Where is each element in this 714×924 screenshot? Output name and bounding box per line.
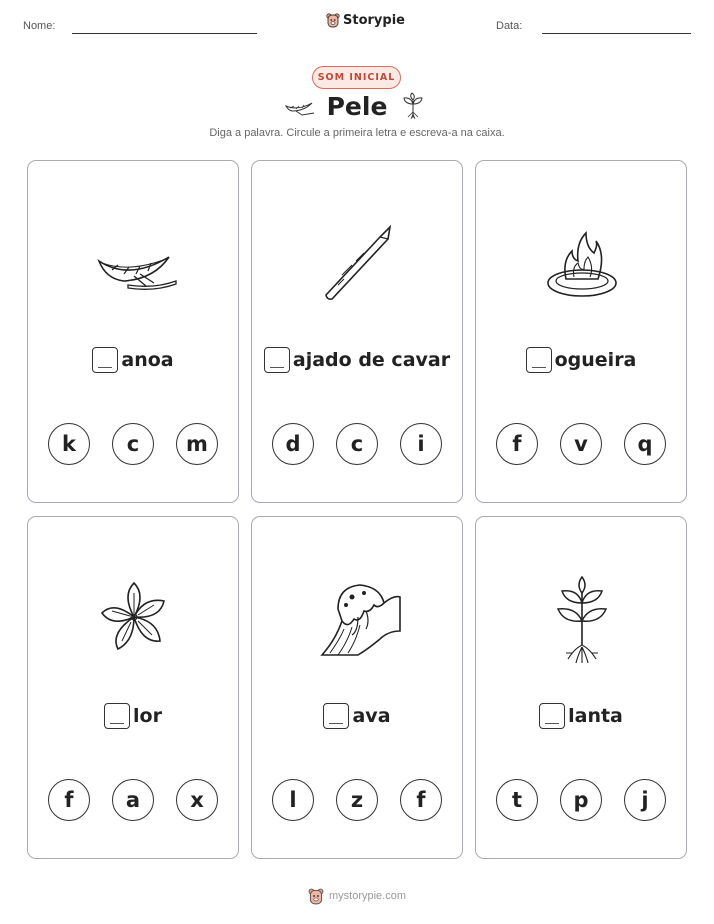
word-prompt bbox=[252, 703, 462, 729]
letter-option[interactable]: x bbox=[176, 779, 218, 821]
letter-option[interactable]: v bbox=[560, 423, 602, 465]
lava-icon bbox=[308, 569, 408, 669]
answer-box[interactable] bbox=[526, 347, 552, 373]
word-card bbox=[475, 516, 687, 859]
word-card bbox=[27, 160, 239, 503]
letter-option[interactable]: z bbox=[336, 779, 378, 821]
name-line[interactable] bbox=[72, 33, 257, 34]
word-rest: lor bbox=[133, 705, 162, 727]
canoe-icon bbox=[84, 213, 184, 313]
letter-option[interactable]: t bbox=[496, 779, 538, 821]
word-rest: ogueira bbox=[554, 349, 637, 371]
instructions: Diga a palavra. Circule a primeira letra e escreva-a na caixa. bbox=[209, 127, 505, 139]
letter-options bbox=[476, 423, 686, 465]
word-card bbox=[27, 516, 239, 859]
answer-box[interactable] bbox=[323, 703, 349, 729]
word-prompt bbox=[252, 347, 462, 373]
small-plant-icon bbox=[401, 92, 425, 120]
letter-option[interactable]: m bbox=[176, 423, 218, 465]
answer-box[interactable] bbox=[104, 703, 130, 729]
word-prompt bbox=[476, 703, 686, 729]
word-card bbox=[251, 160, 463, 503]
category-badge: SOM INICIAL bbox=[312, 66, 401, 89]
letter-option[interactable]: p bbox=[560, 779, 602, 821]
word-prompt bbox=[476, 347, 686, 373]
letter-option[interactable]: d bbox=[272, 423, 314, 465]
page-title: Pele bbox=[326, 92, 388, 121]
word-rest: ajado de cavar bbox=[292, 349, 451, 371]
brand-name: Storypie bbox=[343, 12, 405, 28]
bonfire-icon bbox=[532, 213, 632, 313]
name-label: Nome: bbox=[23, 20, 56, 32]
letter-option[interactable]: f bbox=[48, 779, 90, 821]
letter-options bbox=[476, 779, 686, 821]
flower-icon bbox=[84, 569, 184, 669]
letter-option[interactable]: f bbox=[400, 779, 442, 821]
letter-options bbox=[28, 779, 238, 821]
brand-logo bbox=[326, 12, 405, 28]
plant-icon bbox=[532, 569, 632, 669]
word-card bbox=[251, 516, 463, 859]
bear-icon bbox=[308, 887, 324, 905]
digging-stick-icon bbox=[308, 213, 408, 313]
word-rest: ava bbox=[352, 705, 391, 727]
letter-option[interactable]: i bbox=[400, 423, 442, 465]
letter-option[interactable]: c bbox=[336, 423, 378, 465]
letter-option[interactable]: j bbox=[624, 779, 666, 821]
bear-icon bbox=[326, 12, 340, 28]
date-label: Data: bbox=[496, 20, 523, 32]
word-rest: anoa bbox=[121, 349, 174, 371]
word-prompt bbox=[28, 347, 238, 373]
word-rest: lanta bbox=[568, 705, 623, 727]
word-card bbox=[475, 160, 687, 503]
letter-option[interactable]: c bbox=[112, 423, 154, 465]
letter-options bbox=[252, 423, 462, 465]
answer-box[interactable] bbox=[92, 347, 118, 373]
letter-option[interactable]: a bbox=[112, 779, 154, 821]
letter-options bbox=[252, 779, 462, 821]
footer-url[interactable]: mystorypie.com bbox=[328, 890, 407, 902]
letter-option[interactable]: q bbox=[624, 423, 666, 465]
date-line[interactable] bbox=[542, 33, 691, 34]
answer-box[interactable] bbox=[539, 703, 565, 729]
letter-option[interactable]: l bbox=[272, 779, 314, 821]
footer bbox=[0, 887, 714, 905]
letter-option[interactable]: f bbox=[496, 423, 538, 465]
word-prompt bbox=[28, 703, 238, 729]
answer-box[interactable] bbox=[264, 347, 290, 373]
letter-options bbox=[28, 423, 238, 465]
letter-option[interactable]: k bbox=[48, 423, 90, 465]
